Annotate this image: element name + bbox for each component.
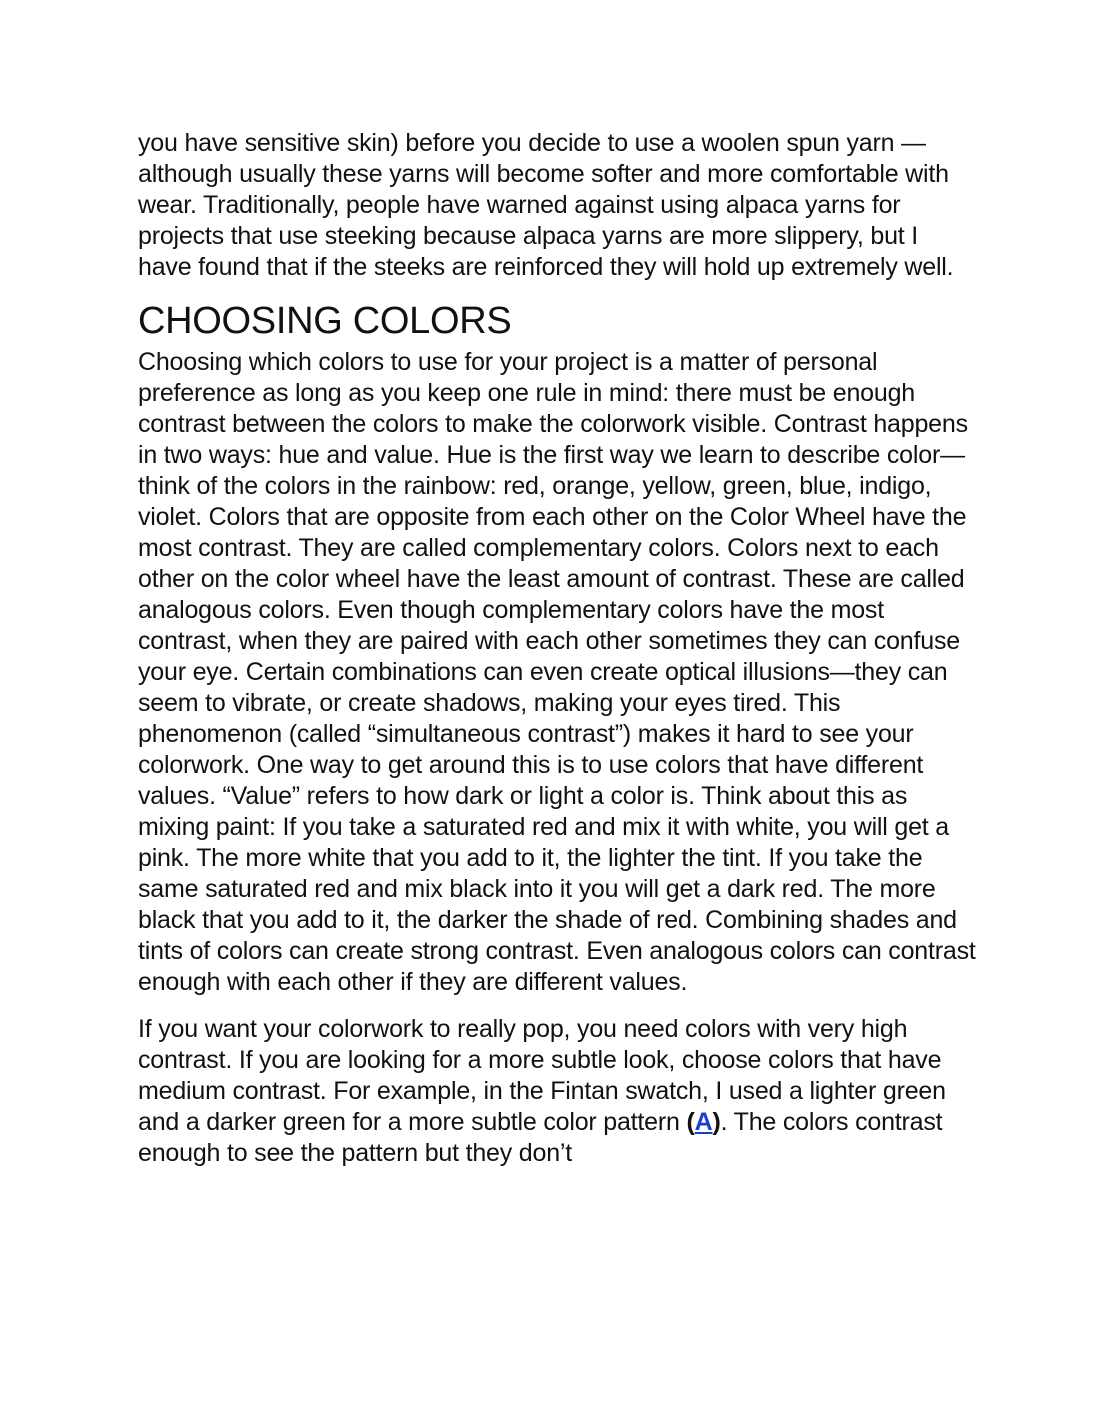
- paragraph-text-after-link: . The colors contrast enough to see the pattern but they don’t: [138, 1108, 943, 1167]
- body-paragraph-colors: Choosing which colors to use for your project is a matter of personal preference as long as you keep one rule in mind: there must be enough contrast between the colors to make the colorwork visible. Contrast happens in two ways: hue and value. Hue is the first way we learn to describe color—think of the colors in the rainbow: red, orange, yellow, green, blue, indigo, violet. Colors that are opposite from each other on the Color Wheel have the most contrast. They are called complementary colors. Colors next to each other on the color wheel have the least amount of contrast. These are called analogous colors. Even though complementary colors have the most contrast, when they are paired with each other sometimes they can confuse your eye. Certain combinations can even create optical illusions—they can seem to vibrate, or create shadows, making your eyes tired. This phenomenon (called “simultaneous contrast”) makes it hard to see your colorwork. One way to get around this is to use colors that have different values. “Value” refers to how dark or light a color is. Think about this as mixing paint: If you take a saturated red and mix it with white, you will get a pink. The more white that you add to it, the lighter the tint. If you take the same saturated red and mix black into it you will get a dark red. The more black that you add to it, the darker the shade of red. Combining shades and tints of colors can create strong contrast. Even analogous colors can contrast enough with each other if they are different values.: [138, 348, 976, 996]
- body-paragraph-intro: you have sensitive skin) before you decide to use a woolen spun yarn —although usually these yarns will become softer and more comfortable with wear. Traditionally, people have warned against using alpaca yarns for projects that use steeking because alpaca yarns are more slippery, but I have found that if the steeks are reinforced they will hold up extremely well.: [138, 129, 954, 281]
- figure-a-link[interactable]: A: [694, 1108, 713, 1136]
- paragraph-text-before-link: If you want your colorwork to really pop, you need colors with very high contrast. If you are looking for a more subtle look, choose colors that have medium contrast. For example, in the Fintan swatch, I used a lighter green and a darker green for a more subtle color pattern: [138, 1015, 946, 1136]
- figure-reference: [686, 1108, 720, 1136]
- section-heading: CHOOSING COLORS: [138, 300, 512, 342]
- figure-reference-open-paren: (: [686, 1108, 695, 1136]
- figure-reference-close-paren: ): [712, 1108, 721, 1136]
- body-paragraph-contrast: [138, 1014, 978, 1169]
- document-page: [138, 128, 978, 1169]
